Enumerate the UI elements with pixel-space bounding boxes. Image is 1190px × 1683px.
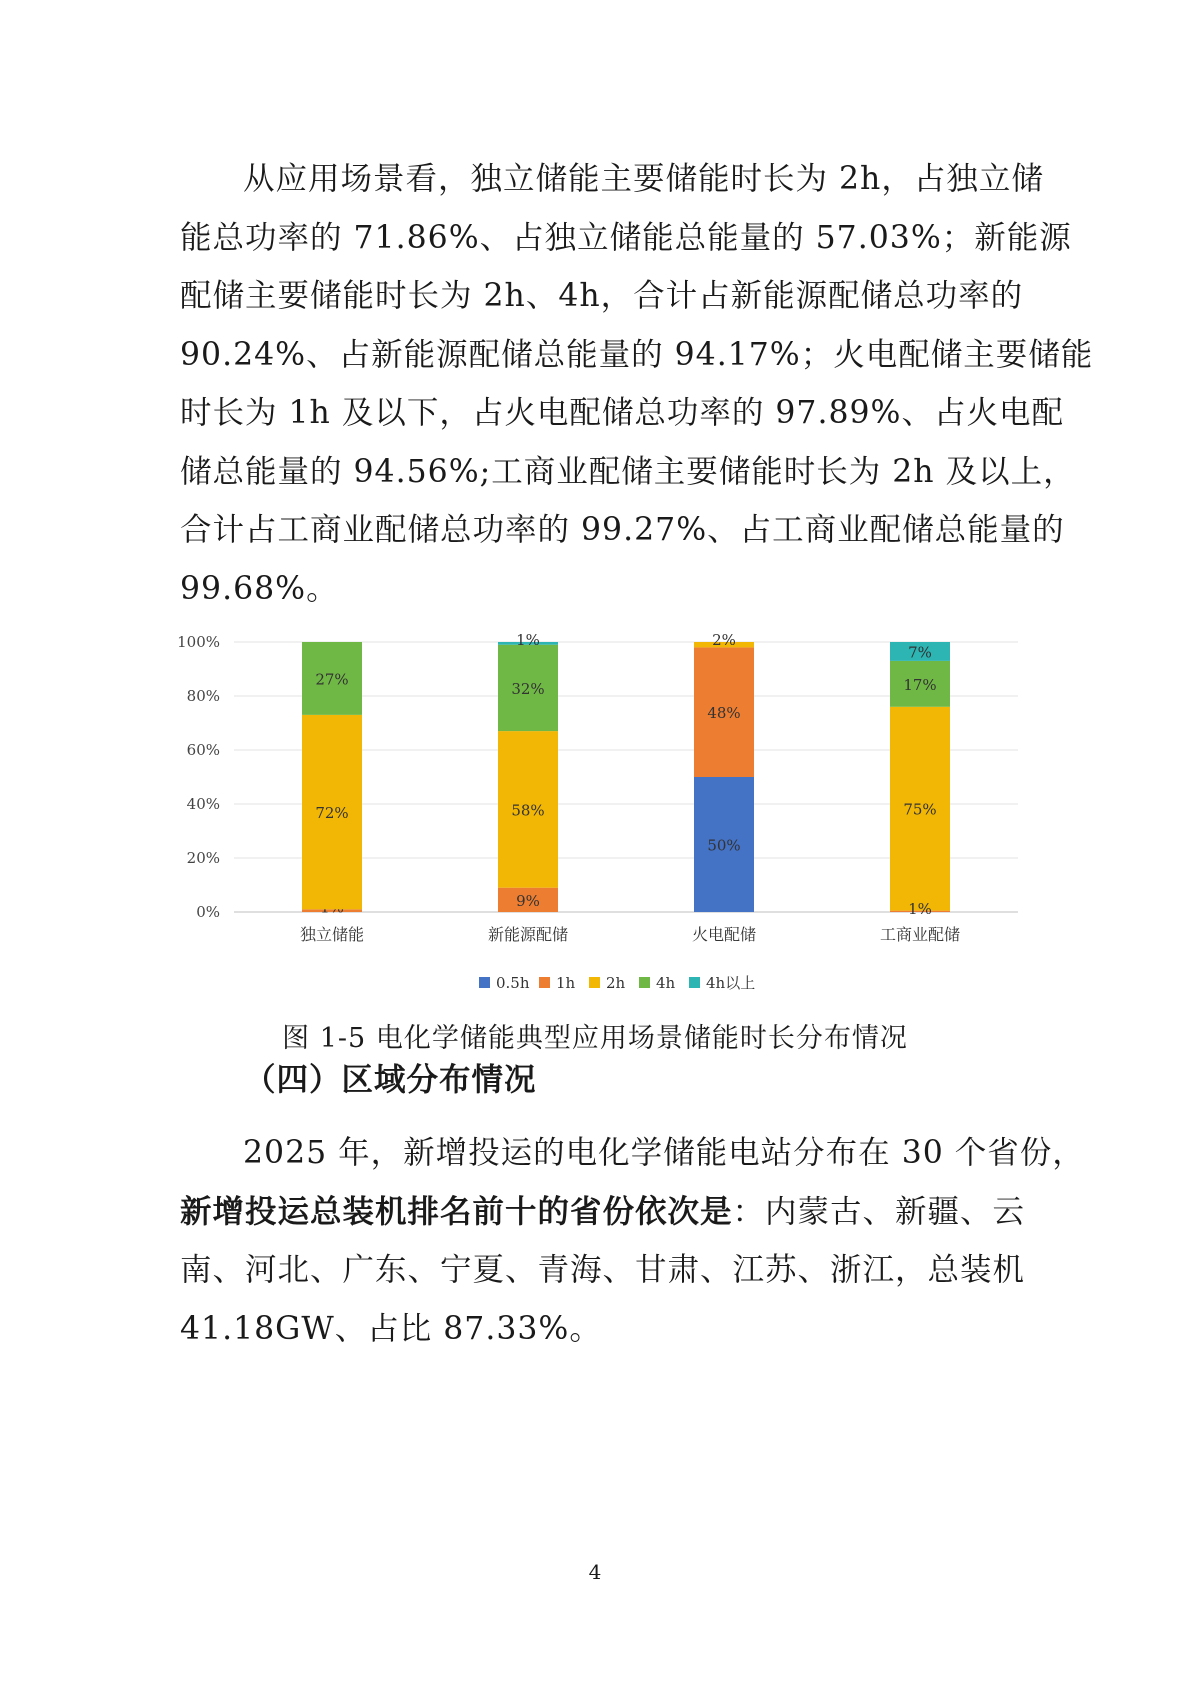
paragraph-duration-by-scenario <box>180 150 1094 618</box>
data-label: 50% <box>707 836 741 855</box>
paragraph-line: 配储主要储能时长为 2h、4h，合计占新能源配储总功率的 <box>180 278 1024 314</box>
data-label: 72% <box>315 804 349 823</box>
legend-label: 4h <box>656 974 676 992</box>
y-tick-label: 80% <box>186 687 220 705</box>
chart-svg <box>177 620 1026 1020</box>
paragraph-line: 90.24%、占新能源配储总能量的 94.17%；火电配储主要储能 <box>180 336 1094 373</box>
data-label: 1% <box>908 900 932 918</box>
legend-label: 4h以上 <box>706 974 756 992</box>
x-category-label: 新能源配储 <box>487 925 569 944</box>
y-tick-label: 20% <box>186 849 220 867</box>
legend-swatch <box>589 977 600 988</box>
paragraph-line: 99.68%。 <box>180 570 339 607</box>
paragraph-line: 南、河北、广东、宁夏、青海、甘肃、江苏、浙江，总装机 <box>180 1252 1026 1288</box>
data-label: 17% <box>903 675 937 694</box>
data-label: 48% <box>707 704 741 723</box>
section-heading: （四）区域分布情况 <box>244 1061 537 1098</box>
paragraph-line: 能总功率的 71.86%、占独立储能总能量的 57.03%；新能源 <box>180 219 1072 256</box>
y-tick-label: 100% <box>177 633 220 651</box>
data-label: 1% <box>516 631 540 649</box>
legend-swatch <box>479 977 490 988</box>
data-label: 9% <box>516 891 540 910</box>
legend-swatch <box>639 977 650 988</box>
data-label: 58% <box>511 801 545 820</box>
x-category-label: 独立储能 <box>299 925 365 944</box>
paragraph-line: 储总能量的 94.56%;工商业配储主要储能时长为 2h 及以上， <box>180 453 1076 490</box>
paragraph-line: 2025 年，新增投运的电化学储能电站分布在 30 个省份， <box>243 1135 1085 1171</box>
y-tick-label: 60% <box>186 741 220 759</box>
legend-label: 2h <box>606 974 626 992</box>
y-tick-label: 40% <box>186 795 220 813</box>
paragraph-line: 时长为 1h 及以下，占火电配储总功率的 97.89%、占火电配 <box>180 395 1064 431</box>
paragraph-regional-distribution <box>180 1124 1085 1358</box>
page-number: 4 <box>588 1560 602 1584</box>
paragraph-line: 41.18GW、占比 87.33%。 <box>180 1310 602 1347</box>
legend-swatch <box>539 977 550 988</box>
x-category-label: 工商业配储 <box>879 925 961 944</box>
legend-swatch <box>689 977 700 988</box>
y-tick-label: 0% <box>196 903 220 921</box>
data-label: 2% <box>712 631 736 649</box>
data-label: 75% <box>903 800 937 819</box>
bold-phrase: 新增投运总装机排名前十的省份依次是 <box>180 1192 733 1230</box>
data-label: 32% <box>511 679 545 698</box>
legend-label: 0.5h <box>496 974 530 992</box>
paragraph-line: 从应用场景看，独立储能主要储能时长为 2h，占独立储 <box>243 161 1044 197</box>
legend-label: 1h <box>556 974 576 992</box>
data-label: 27% <box>315 670 349 689</box>
paragraph-line <box>180 1183 1026 1242</box>
paragraph-line: 合计占工商业配储总功率的 99.27%、占工商业配储总能量的 <box>180 512 1065 548</box>
figure-caption: 图 1-5 电化学储能典型应用场景储能时长分布情况 <box>282 1023 908 1054</box>
stacked-bar-chart <box>177 620 1026 1020</box>
x-category-label: 火电配储 <box>691 925 757 944</box>
data-label: 7% <box>908 643 932 662</box>
line-text: ：内蒙古、新疆、云 <box>732 1193 1026 1230</box>
